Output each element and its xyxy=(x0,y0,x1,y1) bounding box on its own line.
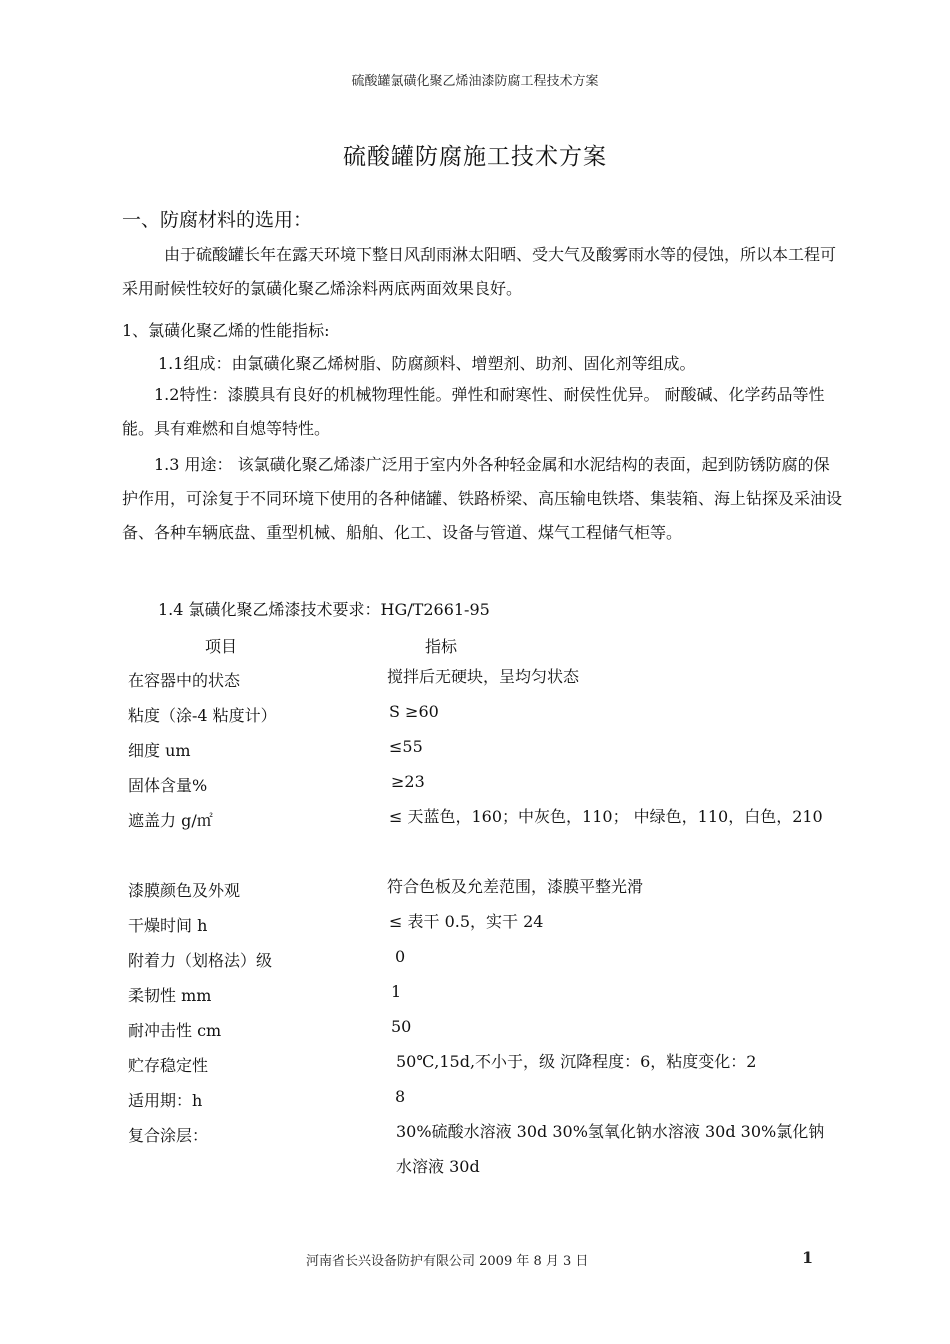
table-row-label: 贮存稳定性 xyxy=(128,1056,209,1075)
page-header: 硫酸罐氯磺化聚乙烯油漆防腐工程技术方案 xyxy=(351,74,599,89)
table-row-label: 固体含量% xyxy=(128,776,208,795)
table-row-label: 在容器中的状态 xyxy=(128,671,241,690)
table-row-value: 30%硫酸水溶液 30d 30%氢氧化钠水溶液 30d 30%氯化钠水溶液 30d xyxy=(396,1122,825,1176)
table-row-value: ≤55 xyxy=(389,737,423,756)
table-row-value: 50 xyxy=(391,1017,412,1036)
table-row-label: 干燥时间 h xyxy=(128,916,208,935)
table-row-label: 适用期：h xyxy=(128,1091,203,1110)
usage-paragraph: 1.3 用途： 该氯磺化聚乙烯漆广泛用于室内外各种轻金属和水泥结构的表面，起到防锈防腐的保护作用，可涂复于不同环境下使用的各种储罐、铁路桥梁、高压输电铁塔、集装箱、海上钻探及采油设备、各种车辆底盘、重型机械、船舶、化工、设备与管道、煤气工程储气柜等。 xyxy=(122,455,843,542)
table-header-index: 指标 xyxy=(425,637,458,656)
table-row-label: 遮盖力 g/㎡ xyxy=(128,811,213,830)
table-row-value: ≤ 表干 0.5，实干 24 xyxy=(389,912,544,931)
table-header-item: 项目 xyxy=(205,637,238,656)
table-row-value: 8 xyxy=(395,1087,406,1106)
page-number: 1 xyxy=(802,1248,814,1267)
table-row-value: 50℃,15d,不小于，级 沉降程度：6，粘度变化：2 xyxy=(396,1052,757,1071)
composition-paragraph: 1.1组成：由氯磺化聚乙烯树脂、防腐颜料、增塑剂、助剂、固化剂等组成。 xyxy=(158,354,696,373)
table-row-value: ≤ 天蓝色，160；中灰色，110； 中绿色，110，白色，210 xyxy=(389,807,823,826)
table-row-label: 柔韧性 mm xyxy=(128,986,212,1005)
tech-requirements-heading: 1.4 氯磺化聚乙烯漆技术要求：HG/T2661-95 xyxy=(158,600,490,619)
table-row-label: 细度 um xyxy=(128,741,191,760)
intro-paragraph: 由于硫酸罐长年在露天环境下整日风刮雨淋太阳晒、受大气及酸雾雨水等的侵蚀，所以本工程可采用耐候性较好的氯磺化聚乙烯涂料两底两面效果良好。 xyxy=(122,245,837,298)
table-row-value: ≥23 xyxy=(391,772,425,791)
table-row-value: 符合色板及允差范围，漆膜平整光滑 xyxy=(387,877,644,896)
section-heading: 一、防腐材料的选用： xyxy=(122,209,313,231)
table-row-label: 漆膜颜色及外观 xyxy=(128,881,241,900)
table-row-value: 0 xyxy=(395,947,406,966)
table-row-label: 粘度（涂-4 粘度计） xyxy=(128,706,277,725)
table-row-label: 复合涂层： xyxy=(128,1126,209,1145)
properties-paragraph: 1.2特性：漆膜具有良好的机械物理性能。弹性和耐寒性、耐侯性优异。 耐酸碱、化学药品等性能。具有难燃和自熄等特性。 xyxy=(122,385,825,438)
table-row-value: S ≥60 xyxy=(389,702,439,721)
subsection-heading: 1、氯磺化聚乙烯的性能指标: xyxy=(122,321,330,340)
table-row-value: 搅拌后无硬块，呈均匀状态 xyxy=(387,667,580,686)
table-row-label: 耐冲击性 cm xyxy=(128,1021,222,1040)
table-row-value: 1 xyxy=(391,982,402,1001)
footer-company-date: 河南省长兴设备防护有限公司 2009 年 8 月 3 日 xyxy=(306,1254,589,1269)
table-row-label: 附着力（划格法）级 xyxy=(128,951,273,970)
document-title: 硫酸罐防腐施工技术方案 xyxy=(343,144,607,170)
